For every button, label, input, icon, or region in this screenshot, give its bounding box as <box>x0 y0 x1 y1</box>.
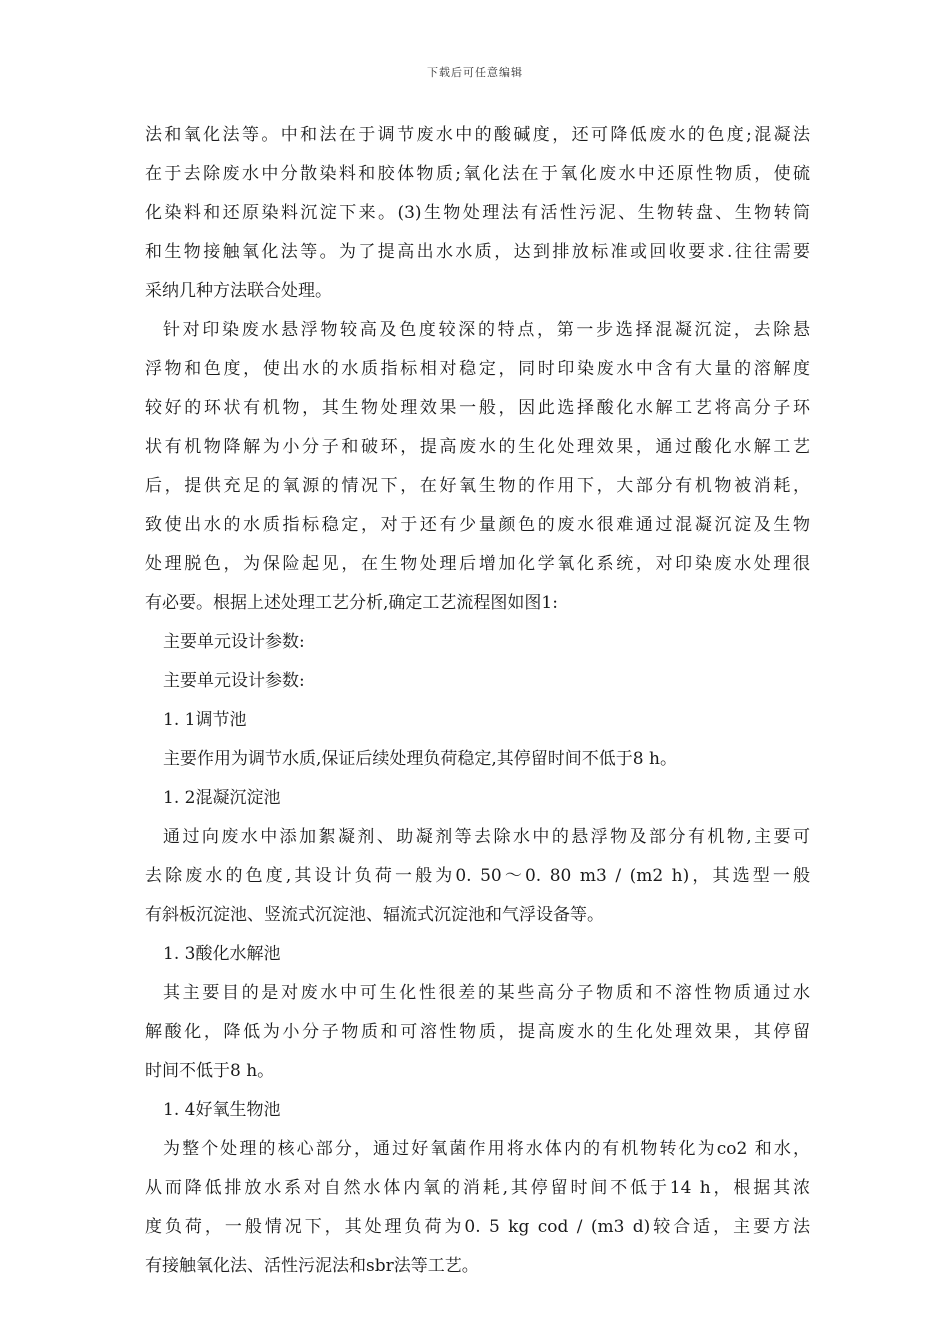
text-line: 通过向废水中添加絮凝剂、助凝剂等去除水中的悬浮物及部分有机物,主要可 <box>163 827 810 847</box>
text-line: 有斜板沉淀池、竖流式沉淀池、辐流式沉淀池和气浮设备等。 <box>145 905 604 925</box>
text-line: 处理脱色，为保险起见，在生物处理后增加化学氧化系统，对印染废水处理很 <box>145 554 810 574</box>
text-line: 为整个处理的核心部分，通过好氧菌作用将水体内的有机物转化为co2 和水， <box>163 1139 810 1159</box>
text-line: 法和氧化法等。中和法在于调节废水中的酸碱度，还可降低废水的色度;混凝法 <box>145 125 810 145</box>
text-line: 后，提供充足的氧源的情况下，在好氧生物的作用下，大部分有机物被消耗， <box>145 476 810 496</box>
text-line: 去除废水的色度,其设计负荷一般为0. 50～0. 80 m3 / (m2 h)，其选型一般 <box>145 866 810 886</box>
text-line: 度负荷，一般情况下，其处理负荷为0. 5 kg cod / (m3 d)较合适，主要方法 <box>145 1217 810 1237</box>
document-body <box>145 116 810 1286</box>
subsection-heading: 1. 4好氧生物池 <box>163 1100 281 1120</box>
text-line: 针对印染废水悬浮物较高及色度较深的特点，第一步选择混凝沉淀，去除悬 <box>163 320 810 340</box>
text-line: 状有机物降解为小分子和破环，提高废水的生化处理效果，通过酸化水解工艺 <box>145 437 810 457</box>
subsection-heading: 1. 3酸化水解池 <box>163 944 281 964</box>
text-line: 有必要。根据上述处理工艺分析,确定工艺流程图如图1: <box>145 593 558 613</box>
subsection-heading: 1. 1调节池 <box>163 710 247 730</box>
section-heading: 主要单元设计参数: <box>163 632 305 652</box>
text-line: 采纳几种方法联合处理。 <box>145 281 332 301</box>
text-line: 其主要目的是对废水中可生化性很差的某些高分子物质和不溶性物质通过水 <box>163 983 810 1003</box>
text-line: 较好的环状有机物，其生物处理效果一般，因此选择酸化水解工艺将高分子环 <box>145 398 810 418</box>
section-heading: 主要单元设计参数: <box>163 671 305 691</box>
text-line: 解酸化，降低为小分子物质和可溶性物质，提高废水的生化处理效果，其停留 <box>145 1022 810 1042</box>
subsection-heading: 1. 2混凝沉淀池 <box>163 788 281 808</box>
text-line: 有接触氧化法、活性污泥法和sbr法等工艺。 <box>145 1256 479 1276</box>
page-header: 下载后可任意编辑 <box>427 66 523 79</box>
text-line: 和生物接触氧化法等。为了提高出水水质，达到排放标准或回收要求.往往需要 <box>145 242 810 262</box>
text-line: 化染料和还原染料沉淀下来。(3)生物处理法有活性污泥、生物转盘、生物转筒 <box>145 203 810 223</box>
text-line: 主要作用为调节水质,保证后续处理负荷稳定,其停留时间不低于8 h。 <box>163 749 677 769</box>
text-line: 在于去除废水中分散染料和胶体物质;氧化法在于氧化废水中还原性物质，使硫 <box>145 164 810 184</box>
text-line: 浮物和色度，使出水的水质指标相对稳定，同时印染废水中含有大量的溶解度 <box>145 359 810 379</box>
text-line: 致使出水的水质指标稳定，对于还有少量颜色的废水很难通过混凝沉淀及生物 <box>145 515 810 535</box>
text-line: 时间不低于8 h。 <box>145 1061 275 1081</box>
text-line: 从而降低排放水系对自然水体内氧的消耗,其停留时间不低于14 h，根据其浓 <box>145 1178 810 1198</box>
